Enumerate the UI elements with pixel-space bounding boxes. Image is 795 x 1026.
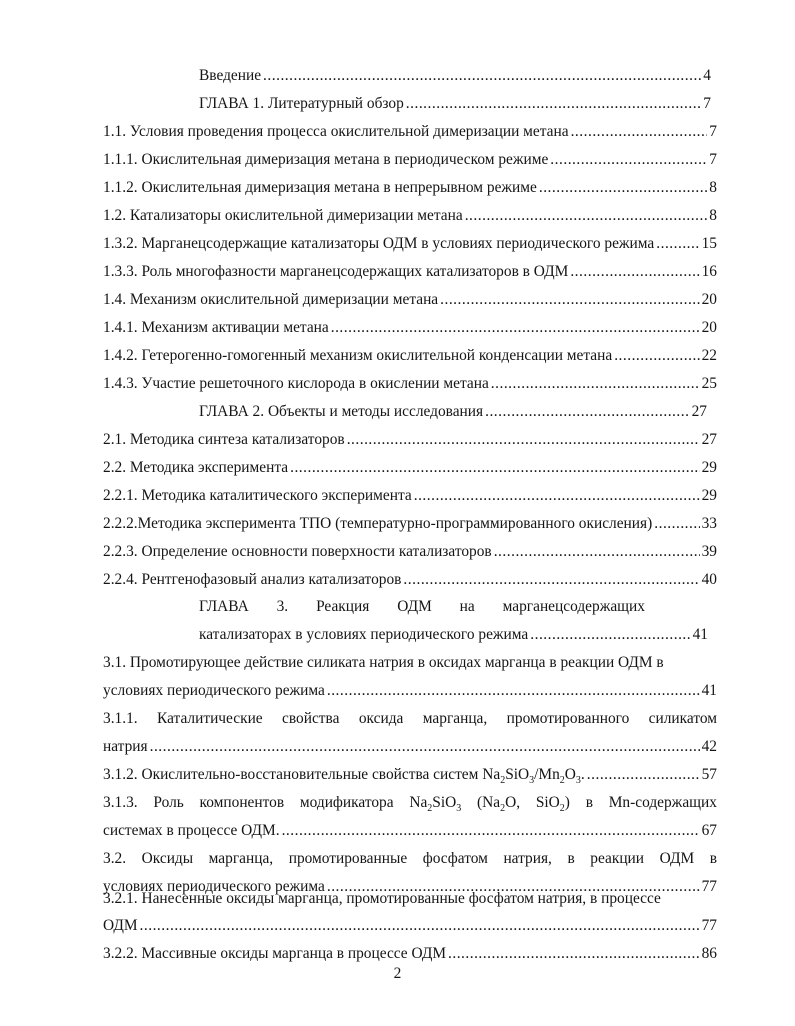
toc-entry-3-1-line-2 — [103, 681, 717, 701]
dot-leader — [587, 765, 700, 785]
dot-leader — [550, 150, 707, 170]
page-number: 2 — [393, 965, 402, 982]
toc-entry-page: 33 — [701, 515, 717, 532]
toc-word: 3.2. — [103, 850, 127, 867]
toc-entry-page: 86 — [701, 945, 717, 962]
dot-leader — [331, 318, 700, 338]
formula-text: (Na — [477, 794, 501, 811]
toc-entry-3-2-line-1 — [103, 849, 717, 869]
toc-entry-chapter-3-line-1 — [199, 597, 645, 617]
formula-subscript: 2 — [500, 775, 506, 787]
toc-entry-3-1-1-line-2 — [103, 737, 717, 757]
toc-entry-page: 8 — [709, 179, 717, 196]
toc-entry-2-2-1 — [103, 486, 717, 506]
toc-entry-chapter-2 — [199, 402, 707, 422]
toc-entry-page: 7 — [703, 95, 711, 112]
dot-leader — [448, 944, 700, 964]
toc-entry-3-1-1-line-1 — [103, 709, 717, 729]
toc-entry-1-2 — [103, 206, 717, 226]
toc-entry-page: 7 — [709, 151, 717, 168]
toc-entry-2-2-3 — [103, 542, 717, 562]
toc-entry-intro — [199, 66, 711, 86]
toc-entry-title: 1.4.3. Участие решеточного кислорода в окислении метана — [103, 375, 489, 392]
toc-entry-page: 20 — [701, 291, 717, 308]
toc-word: ОДМ — [659, 850, 695, 867]
toc-word: Каталитические — [157, 710, 263, 727]
toc-entry-title: ОДМ — [103, 917, 138, 934]
toc-entry-page: 41 — [692, 626, 708, 643]
toc-entry-2-2-4 — [103, 570, 717, 590]
dot-leader — [654, 514, 699, 534]
toc-entry-page: 41 — [701, 682, 717, 699]
toc-word: в — [709, 850, 717, 867]
toc-word: реакции — [590, 850, 645, 867]
dot-leader — [570, 262, 699, 282]
formula-text: SiO — [535, 794, 560, 811]
toc-word: ГЛАВА — [199, 598, 249, 615]
toc-entry-title: 3.2.2. Массивные оксиды марганца в процессе ОДМ — [103, 945, 446, 962]
toc-entry-page: 77 — [701, 917, 717, 934]
toc-entry-chapter-3-line-2 — [199, 625, 708, 645]
formula-text: SiO — [505, 766, 530, 783]
toc-word: оксида — [358, 710, 404, 727]
toc-entry-title: 1.2. Катализаторы окислительной димеризации метана — [103, 207, 463, 224]
formula-subscript: 2 — [500, 803, 506, 815]
toc-entry-title: натрия — [103, 738, 148, 755]
toc-entry-page: 4 — [703, 67, 711, 84]
toc-word: Роль — [153, 794, 184, 811]
toc-word: марганецсодержащих — [502, 598, 645, 615]
formula-text: SiO — [432, 794, 457, 811]
formula-text: O — [564, 766, 576, 783]
toc-word: свойства — [282, 710, 340, 727]
dot-leader — [290, 458, 700, 478]
dot-leader — [530, 625, 690, 645]
toc-entry-2-2-2 — [103, 514, 717, 534]
dot-leader — [403, 570, 699, 590]
toc-entry-page: 27 — [691, 403, 707, 420]
toc-entry-title: 3.1. Промотирующее действие силиката натрия в оксидах марганца в реакции ОДМ в — [103, 654, 664, 671]
toc-entry-page: 42 — [701, 738, 717, 755]
toc-word: 3.1.1. — [103, 710, 138, 727]
dot-leader — [140, 916, 700, 936]
toc-word: силикатом — [648, 710, 717, 727]
toc-entry-1-4-1 — [103, 318, 717, 338]
toc-word: промотированные — [288, 850, 408, 867]
toc-entry-3-1-3-line-2 — [103, 821, 717, 841]
toc-entry-1-1 — [103, 122, 717, 142]
toc-entry-title: условиях периодического режима — [103, 878, 325, 895]
dot-leader — [263, 66, 701, 86]
formula-subscript: 3 — [529, 775, 535, 787]
toc-word: марганца, — [208, 850, 274, 867]
toc-entry-1-4-2 — [103, 346, 717, 366]
toc-entry-1-1-2 — [103, 178, 717, 198]
toc-word: 3.1.3. — [103, 794, 138, 811]
formula-subscript: 3 — [456, 803, 462, 815]
toc-entry-page: 39 — [701, 543, 717, 560]
toc-entry-title: 1.4.1. Механизм активации метана — [103, 319, 329, 336]
toc-entry-3-1-line-1 — [103, 653, 717, 673]
toc-entry-3-1-2 — [103, 765, 717, 785]
toc-entry-1-4 — [103, 290, 717, 310]
toc-word: в — [567, 850, 575, 867]
toc-word: Реакция — [316, 598, 370, 615]
toc-entry-2-1 — [103, 430, 717, 450]
toc-entry-title: 1.3.2. Марганецсодержащие катализаторы ОДМ в условиях периодического режима — [103, 235, 655, 252]
toc-entry-title: катализаторах в условиях периодического режима — [199, 626, 529, 643]
toc-word: промотированного — [506, 710, 630, 727]
toc-entry-page: 20 — [701, 319, 717, 336]
toc-entry-title: 2.2.4. Рентгенофазовый анализ катализаторов — [103, 571, 402, 588]
toc-entry-page: 77 — [701, 878, 717, 895]
dot-leader — [614, 346, 699, 366]
toc-entry-title: 1.3.3. Роль многофазности марганецсодержащих катализаторов в ОДМ — [103, 263, 569, 280]
toc-entry-1-3-3 — [103, 262, 717, 282]
toc-entry-page: 29 — [701, 459, 717, 476]
toc-entry-3-2-1-line-1 — [103, 889, 717, 909]
toc-entry-page: 15 — [701, 235, 717, 252]
dot-leader — [347, 430, 700, 450]
formula-subscript: 2 — [427, 803, 433, 815]
toc-entry-page: 22 — [701, 347, 717, 364]
toc-entry-page: 27 — [701, 431, 717, 448]
toc-entry-title: 2.2. Методика эксперимента — [103, 459, 289, 476]
toc-word: модификатора — [299, 794, 394, 811]
dot-leader — [485, 402, 690, 422]
toc-entry-title: 1.4. Механизм окислительной димеризации метана — [103, 291, 439, 308]
dot-leader — [150, 737, 700, 757]
toc-entry-title: 1.1.2. Окислительная димеризация метана в непрерывном режиме — [103, 179, 537, 196]
toc-entry-1-4-3 — [103, 374, 717, 394]
dot-leader — [406, 94, 702, 114]
formula-subscript: 3 — [575, 775, 581, 787]
toc-word: 3. — [276, 598, 289, 615]
toc-entry-title: системах в процессе ОДМ. — [103, 822, 280, 839]
toc-entry-1-1-1 — [103, 150, 717, 170]
toc-entry-title: Введение — [199, 67, 262, 84]
toc-entry-page: 8 — [709, 207, 717, 224]
toc-entry-title: условиях периодического режима — [103, 682, 325, 699]
toc-entry-page: 25 — [701, 375, 717, 392]
formula — [536, 793, 570, 813]
toc-word: Оксиды — [141, 850, 194, 867]
toc-entry-1-3-2 — [103, 234, 717, 254]
toc-entry-title: 2.2.1. Методика каталитического эксперимента — [103, 487, 412, 504]
toc-word: на — [459, 598, 475, 615]
formula — [477, 793, 520, 813]
formula-text: O, — [505, 794, 521, 811]
formula — [409, 793, 461, 813]
dot-leader — [656, 234, 699, 254]
dot-leader — [440, 290, 699, 310]
toc-entry-title: 2.1. Методика синтеза катализаторов — [103, 431, 345, 448]
dot-leader — [539, 178, 707, 198]
toc-entry-page: 57 — [701, 766, 717, 783]
dot-leader — [491, 374, 700, 394]
dot-leader — [494, 542, 700, 562]
toc-entry-page: 40 — [701, 571, 717, 588]
formula-text: . — [580, 766, 585, 783]
toc-word: фосфатом — [422, 850, 488, 867]
toc-entry-title: 1.1. Условия проведения процесса окислительной димеризации метана — [103, 123, 569, 140]
toc-entry-page: 7 — [709, 123, 717, 140]
dot-leader — [282, 821, 700, 841]
toc-entry-page: 29 — [701, 487, 717, 504]
formula-text: 3.1.2. Окислительно-восстановительные свойства систем Na — [103, 766, 501, 783]
toc-word: ОДМ — [397, 598, 432, 615]
dot-leader — [327, 681, 700, 701]
formula-text: /Mn — [534, 766, 560, 783]
dot-leader — [414, 486, 700, 506]
toc-entry-title: 1.4.2. Гетерогенно-гомогенный механизм окислительной конденсации метана — [103, 347, 613, 364]
toc-entry-title: 1.1.1. Окислительная димеризация метана в периодическом режиме — [103, 151, 549, 168]
formula-subscript: 2 — [559, 775, 565, 787]
toc-entry-title: 2.2.3. Определение основности поверхности катализаторов — [103, 543, 492, 560]
dot-leader — [571, 122, 708, 142]
toc-entry-title: ГЛАВА 2. Объекты и методы исследования — [199, 403, 484, 420]
toc-entry-title: 2.2.2.Методика эксперимента ТПО (температурно-программированного окисления) — [103, 515, 653, 532]
toc-word: марганца, — [422, 710, 488, 727]
formula-subscript: 2 — [559, 803, 565, 815]
toc-entry-2-2 — [103, 458, 717, 478]
formula-text: ) — [564, 794, 570, 811]
formula-text: Na — [409, 794, 428, 811]
toc-word: в — [585, 794, 593, 811]
toc-entry-page: 16 — [701, 263, 717, 280]
toc-entry-title: 3.2.1. Нанесенные оксиды марганца, промотированные фосфатом натрия, в процессе — [103, 890, 661, 907]
toc-entry-page: 67 — [701, 822, 717, 839]
toc-entry-3-2-1-line-2 — [103, 916, 717, 936]
toc-entry-3-2-2 — [103, 944, 717, 964]
toc-word: Mn-содержащих — [608, 794, 717, 811]
toc-word: компонентов — [199, 794, 285, 811]
toc-entry-3-1-3-line-1 — [103, 793, 717, 813]
dot-leader — [465, 206, 708, 226]
toc-word: натрия, — [503, 850, 552, 867]
toc-entry-chapter-1 — [199, 94, 711, 114]
toc-entry-title — [103, 765, 585, 785]
toc-entry-title: ГЛАВА 1. Литературный обзор — [199, 95, 404, 112]
